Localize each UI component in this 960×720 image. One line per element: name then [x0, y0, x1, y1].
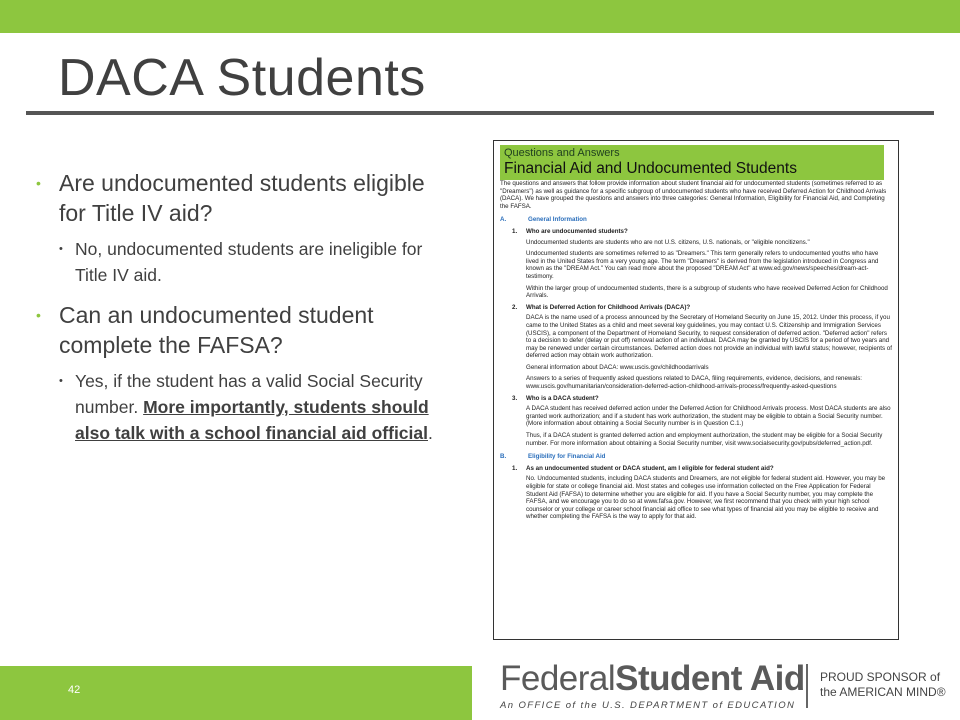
sponsor-line-2: the AMERICAN MIND®: [820, 685, 946, 699]
section-letter: B.: [500, 453, 507, 461]
question-number: 1.: [512, 464, 518, 472]
sub-bullet-tail: .: [428, 423, 433, 443]
doc-answer: [526, 405, 892, 447]
sub-bullet-list: [59, 236, 436, 288]
answer-paragraph: Within the larger group of undocumented students, there is a subgroup of students who have received Deferred Action for Childhood Arrivals.: [526, 284, 888, 300]
page-number: 42: [68, 684, 81, 696]
bullet-item: [36, 300, 436, 446]
logo-divider: [806, 664, 808, 708]
logo-subtitle: An OFFICE of the U.S. DEPARTMENT of EDUCATION: [500, 700, 796, 711]
top-accent-bar: [0, 0, 960, 33]
slide-title: DACA Students: [58, 49, 426, 107]
doc-answer: [526, 239, 892, 300]
doc-question: [512, 465, 892, 473]
doc-section-b: [500, 453, 892, 461]
section-title: Eligibility for Financial Aid: [528, 453, 606, 461]
bullet-text: Can an undocumented student complete the FAFSA?: [59, 302, 374, 358]
doc-section-a: [500, 216, 892, 224]
sponsor-line-1: PROUD SPONSOR of: [820, 670, 941, 684]
bullet-item: [36, 168, 436, 288]
doc-header-small: Questions and Answers: [504, 147, 620, 159]
logo-wordmark: [500, 660, 805, 698]
sub-bullet-item: [59, 368, 436, 446]
question-text: Who is a DACA student?: [526, 394, 599, 402]
doc-question: [512, 395, 892, 403]
answer-paragraph: Undocumented students are sometimes referred to as "Dreamers." This term generally refers to undocumented youths who have lived in the United States from a very young age. The term "Dreamers" is derived from the legislation introduced in Congress and known as the "DREAM Act." You can read more about the proposed "DREAM Act" at www.ed.gov/news/speeches/dream-act-testimony.: [526, 250, 879, 280]
section-letter: A.: [500, 216, 507, 224]
sub-bullet-text: No, undocumented students are ineligible for Title IV aid.: [75, 239, 423, 285]
question-number: 1.: [512, 227, 518, 235]
title-underline: [26, 111, 934, 115]
answer-paragraph: Thus, if a DACA student is granted deferred action and employment authorization, the student may be eligible for a Social Security number. For more information about obtaining a Social Security number, visit www.socialsecurity.gov/pubs/deferred_action.pdf.: [526, 432, 883, 447]
bullet-text: Are undocumented students eligible for Title IV aid?: [59, 170, 425, 226]
doc-header: [500, 145, 884, 180]
doc-question: [512, 304, 892, 312]
doc-intro: The questions and answers that follow provide information about student financial aid for undocumented students (sometimes referred to as "Dreamers") as well as guidance for a specific subgroup of undocumented students who have received Deferred Action for Childhood Arrivals (DACA). We have grouped the questions and answers into three categories: General Information, Eligibility for Financial Aid, and Completing the FAFSA.: [500, 180, 887, 210]
answer-paragraph: No. Undocumented students, including DACA students and Dreamers, are not eligible for federal student aid. However, you may be eligible for state or college financial aid. Most states and colleges use information collected on the Free Application for Federal Student Aid (FAFSA) to determine whether you are eligible for aid. If you have a Social Security number, you may complete the FAFSA, and we encourage you to do so at www.fafsa.gov. However, we first recommend that you check with your high school counselor or your college or career school financial aid office to see what types of financial aid you may be eligible to receive and whether completing the FAFSA is the way to apply for that aid.: [526, 475, 886, 521]
question-number: 3.: [512, 394, 518, 402]
answer-paragraph: General information about DACA: www.uscis.gov/childhoodarrivals: [526, 363, 709, 371]
doc-header-title: Financial Aid and Undocumented Students: [504, 160, 797, 177]
sub-bullet-list: [59, 368, 436, 446]
question-text: What is Deferred Action for Childhood Arrivals (DACA)?: [526, 303, 691, 311]
answer-paragraph: Answers to a series of frequently asked questions related to DACA, filing requirements, evidence, decisions, and renewals: www.uscis.gov/humanitarian/consideration-deferred-action-childhood-arrivals-process/frequently-asked-questions: [526, 375, 863, 391]
answer-paragraph: DACA is the name used of a process announced by the Secretary of Homeland Security on June 15, 2012. Under this process, if you came to the United States as a child and meet several key guidelines, you may contact U.S. Citizenship and Immigration Services (USCIS), a component of the Department of Homeland Security, to request consideration of deferred action. "Deferred action" refers to a decision to defer (delay or put off) removal action of an individual. DACA may be granted by USCIS for a period of two years and may be renewed under certain circumstances. Deferred action does not provide an individual with lawful status; however, recipients of deferred action may obtain work authorization.: [526, 314, 892, 360]
logo-word-federal: Federal: [500, 659, 616, 698]
bullet-list: [36, 168, 436, 458]
answer-paragraph: Undocumented students are students who are not U.S. citizens, U.S. nationals, or "eligible noncitizens.": [526, 238, 810, 246]
answer-paragraph: A DACA student has received deferred action under the Deferred Action for Childhood Arrivals process. Most DACA students are also granted work authorization; and if a student has work authorization, the student may be eligible to obtain a Social Security number. (More information about obtaining a Social Security number is in Question C.1.): [526, 405, 891, 428]
question-text: As an undocumented student or DACA student, am I eligible for federal student aid?: [526, 464, 774, 472]
doc-answer: [526, 475, 892, 521]
doc-body: [500, 180, 892, 521]
sponsor-tagline: [820, 670, 946, 700]
question-number: 2.: [512, 303, 518, 311]
section-title: General Information: [528, 216, 587, 224]
emphasis-text: More importantly, students should also talk with a school financial aid official: [75, 397, 429, 443]
doc-question: [512, 228, 892, 236]
doc-answer: [526, 314, 892, 390]
qa-document-image: [493, 140, 899, 640]
federal-student-aid-logo: [500, 660, 805, 711]
logo-word-student-aid: Student Aid: [615, 659, 805, 698]
sub-bullet-text: Yes, if the student has a valid Social Security number.: [75, 371, 423, 417]
question-text: Who are undocumented students?: [526, 227, 628, 235]
sub-bullet-item: [59, 236, 436, 288]
